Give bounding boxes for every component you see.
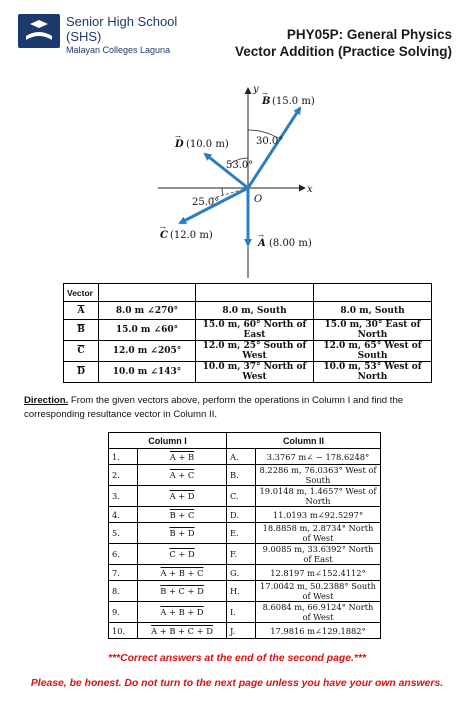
vec-d-value: (10.0 m) [186,139,229,150]
letter-cell: G. [227,565,256,581]
operation-cell: A + B + D [138,602,227,623]
table-row [109,602,381,623]
number-cell: 3. [109,486,138,507]
number-cell: 4. [109,507,138,523]
direction-form-2: 10.0 m, 53° West of North [314,362,432,383]
course-topic: Vector Addition (Practice Solving) [234,44,452,59]
vector-name: $\overline{C}$ [64,341,99,362]
answer-cell: 11.0193 m∠92.5297° [256,507,381,523]
course-code: PHY05P: General Physics [286,27,452,42]
letter-cell: D. [227,507,256,523]
empty-header [99,284,196,302]
letter-cell: H. [227,581,256,602]
vector-name: $\overline{A}$ [64,302,99,320]
vec-a-arrow-mark: → [258,232,264,240]
operation-cell: A + C [138,465,227,486]
direction-form-2: 12.0 m, 65° West of South [314,341,432,362]
college-name: Malayan Colleges Laguna [66,45,171,55]
honesty-notice: Please, be honest. Do not turn to the next page unless you have your own answers. [30,678,444,689]
table-row [109,623,381,639]
vec-b-name: B [262,96,271,107]
vector-b-arrow [248,108,300,188]
angle-30-label: 30.0° [256,136,284,147]
answer-cell: 8.6084 m, 66.9124° North of West [256,602,381,623]
operation-cell: A + B + C [138,565,227,581]
polar-form: 12.0 m ∠205° [99,341,196,362]
letter-cell: C. [227,486,256,507]
arc-25 [222,188,223,195]
polar-form: 15.0 m ∠60° [99,320,196,341]
vector-table [63,283,432,383]
number-cell: 5. [109,523,138,544]
columns-header-row [109,433,381,449]
vector-diagram [0,70,474,280]
school-line2: (SHS) [66,29,102,44]
table-row [109,449,381,465]
x-axis-label: x [307,184,313,195]
vec-a-name: A [258,238,266,249]
answer-cell: 9.0085 m, 33.6392° North of East [256,544,381,565]
vector-header: Vector [64,284,99,302]
answer-cell: 19.0148 m, 1.4657° West of North [256,486,381,507]
empty-header [196,284,314,302]
letter-cell: B. [227,465,256,486]
direction-label: Direction. [24,395,69,406]
number-cell: 9. [109,602,138,623]
answer-cell: 12.8197 m∠152.4112° [256,565,381,581]
answer-cell: 18.8858 m, 2.8734° North of West [256,523,381,544]
letter-cell: A. [227,449,256,465]
school-name [66,14,177,56]
table-row [109,581,381,602]
y-axis-label: y [253,84,259,95]
vector-name: $\overline{B}$ [64,320,99,341]
table-row [109,507,381,523]
operation-cell: B + D [138,523,227,544]
table-row [109,565,381,581]
operation-cell: A + B [138,449,227,465]
table-row [64,362,432,383]
direction-form-2: 15.0 m, 30° East of North [314,320,432,341]
number-cell: 10. [109,623,138,639]
course-title [235,26,452,60]
table-header-row [64,284,432,302]
direction-paragraph [24,394,454,422]
letter-cell: F. [227,544,256,565]
operation-cell: A + D [138,486,227,507]
direction-form-1: 15.0 m, 60° North of East [196,320,314,341]
letter-cell: I. [227,602,256,623]
answer-cell: 3.3767 m∠ − 178.6248° [256,449,381,465]
answer-cell: 17.9816 m∠129.1882° [256,623,381,639]
operation-cell: B + C + D [138,581,227,602]
operation-cell: A + B + C + D [138,623,227,639]
polar-form: 8.0 m ∠270° [99,302,196,320]
number-cell: 1. [109,449,138,465]
vec-d-arrow-mark: → [175,133,181,141]
vec-a-value: (8.00 m) [269,238,312,249]
vector-name: $\overline{D}$ [64,362,99,383]
operation-cell: C + D [138,544,227,565]
letter-cell: E. [227,523,256,544]
polar-form: 10.0 m ∠143° [99,362,196,383]
direction-form-1: 10.0 m, 37° North of West [196,362,314,383]
vec-c-value: (12.0 m) [170,230,213,241]
angle-25-label: 25.0° [192,197,220,208]
answer-cell: 17.0042 m, 50.2388° South of West [256,581,381,602]
direction-form-1: 12.0 m, 25° South of West [196,341,314,362]
angle-53-label: 53.0° [226,160,254,171]
column-1-header: Column I [109,433,227,449]
school-logo [18,14,60,48]
vec-d-name: D [175,139,184,150]
table-row [64,341,432,362]
direction-form-2: 8.0 m, South [314,302,432,320]
vec-b-value: (15.0 m) [272,96,315,107]
table-row [109,523,381,544]
vec-b-arrow-mark: → [262,90,268,98]
number-cell: 2. [109,465,138,486]
column-2-header: Column II [227,433,381,449]
vec-c-arrow-mark: → [160,224,166,232]
operation-cell: B + C [138,507,227,523]
table-row [109,465,381,486]
number-cell: 8. [109,581,138,602]
school-line1: Senior High School [66,14,178,29]
origin-label: O [254,194,263,205]
direction-form-1: 8.0 m, South [196,302,314,320]
empty-header [314,284,432,302]
vec-c-name: C [160,230,168,241]
table-row [64,320,432,341]
table-row [64,302,432,320]
direction-text: From the given vectors above, perform the operations in Column I and find the corresponding resultance vector in Column II. [24,395,404,420]
number-cell: 6. [109,544,138,565]
answer-cell: 8.2286 m, 76.0363° West of South [256,465,381,486]
letter-cell: J. [227,623,256,639]
book-icon [18,14,60,48]
table-row [109,544,381,565]
columns-table [108,432,381,639]
answers-notice: ***Correct answers at the end of the second page.*** [107,653,367,664]
table-row [109,486,381,507]
number-cell: 7. [109,565,138,581]
